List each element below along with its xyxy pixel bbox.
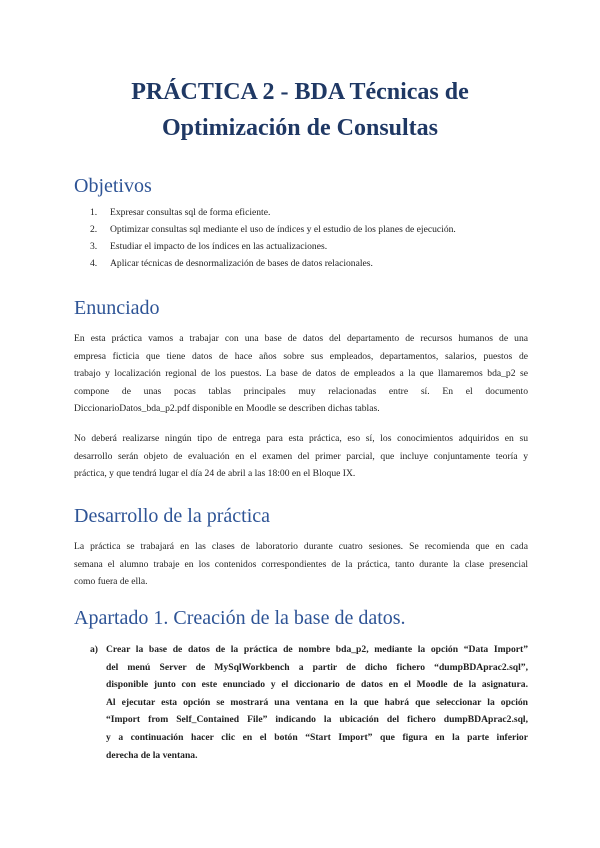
- enunciado-paragraph-1: En esta práctica vamos a trabajar con una base de datos del departamento de recursos humanos de una empresa ficticia que tiene datos de hace años sobre sus empleados, departamentos, salarios, puestos de trabajo y localización regional de los puestos. La base de datos de empleados a la que llamaremos bda_p2 se compone de unas pocas tablas principales muy relacionadas entre sí. En el documento DiccionarioDatos_bda_p2.pdf disponible en Moodle se describen dichas tablas.: [74, 333, 528, 415]
- heading-objetivos: Objetivos: [74, 175, 152, 197]
- desarrollo-paragraph: La práctica se trabajará en las clases de laboratorio durante cuatro sesiones. Se recomienda que en cada semana el alumno trabaje en los contenidos correspondientes de la práctica, tanto durante la clase presencial como fuera de ella.: [74, 541, 528, 588]
- heading-apartado-1: Apartado 1. Creación de la base de datos.: [74, 607, 406, 629]
- apartado-1-list: [90, 641, 528, 764]
- document-title: [60, 74, 540, 146]
- heading-enunciado: Enunciado: [74, 297, 160, 319]
- list-item: 4. Aplicar técnicas de desnormalización de bases de datos relacionales.: [90, 258, 373, 269]
- list-item: 1. Expresar consultas sql de forma eficiente.: [90, 207, 271, 218]
- enunciado-paragraph-2: No deberá realizarse ningún tipo de entrega para esta práctica, eso sí, los conocimientos adquiridos en su desarrollo serán objeto de evaluación en el examen del primer parcial, que incluye conjuntamente teoría y práctica, y que tendrá lugar el día 24 de abril a las 18:00 en el Bloque IX.: [74, 433, 528, 480]
- list-item: 3. Estudiar el impacto de los índices en las actualizaciones.: [90, 241, 328, 252]
- title-line-1: PRÁCTICA 2 - BDA Técnicas de: [131, 79, 469, 105]
- list-item: 2. Optimizar consultas sql mediante el uso de índices y el estudio de los planes de ejecución.: [90, 224, 456, 235]
- objectives-list: [90, 204, 530, 272]
- heading-desarrollo: Desarrollo de la práctica: [74, 505, 271, 527]
- list-item: a) Crear la base de datos de la práctica de nombre bda_p2, mediante la opción “Data Import” del menú Server de MySqlWorkbench a partir de dicho fichero “dumpBDAprac2.sql”, disponible junto con este enunciado y el diccionario de datos en el Moodle de la asignatura. Al ejecutar esta opción se mostrará una ventana en la que habrá que seleccionar la opción “Import from Self_Contained File” indicando la ubicación del fichero dumpBDAprac2.sql, y a continuación hacer clic en el botón “Start Import” que figura en la parte inferior derecha de la ventana.: [90, 644, 528, 761]
- title-line-2: Optimización de Consultas: [161, 115, 439, 141]
